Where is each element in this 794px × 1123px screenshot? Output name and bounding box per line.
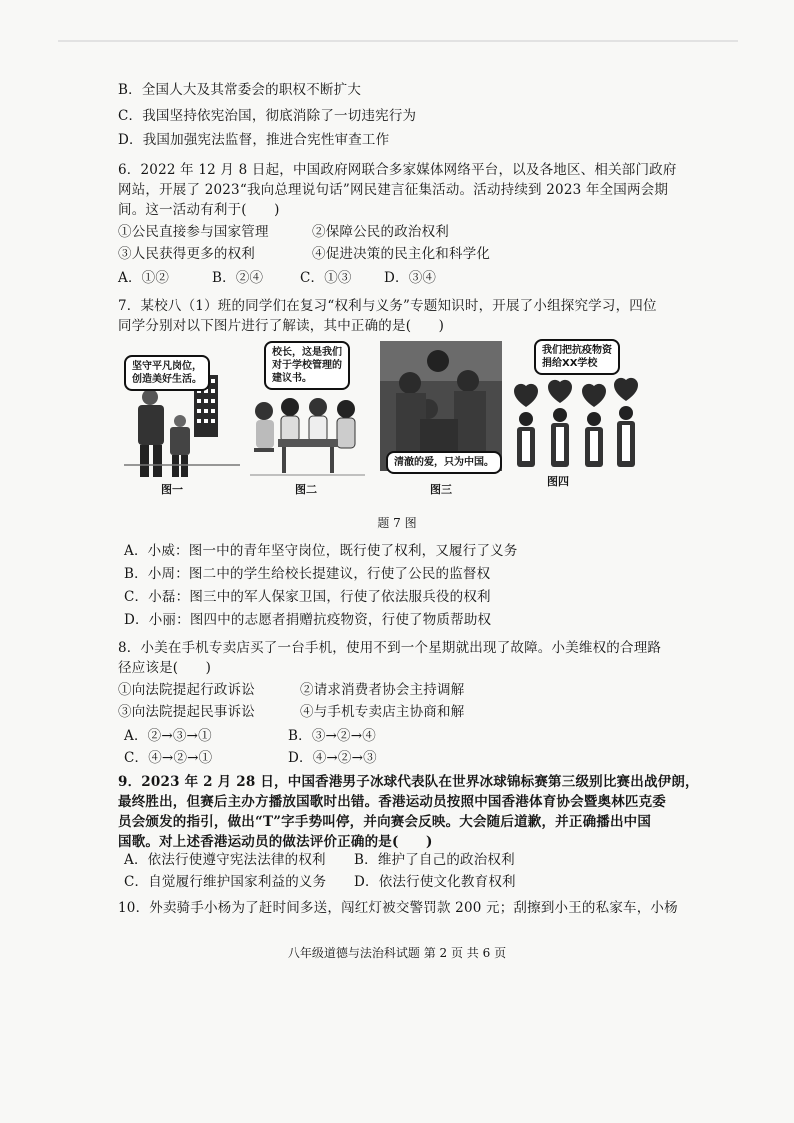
figure-1 [122,335,242,495]
figure-4-speech-bubble: 我们把抗疫物资 捐给XX学校 [534,339,620,375]
q9-choice-d: D．依法行使文化教育权利 [354,874,516,890]
q8-item-3: ③向法院提起民事诉讼 [118,704,255,720]
q8-choice-b: B．③→②→④ [288,728,376,744]
q8-stem-line1: 8．小美在手机专卖店买了一台手机，使用不到一个星期就出现了故障。小美维权的合理路 [118,640,662,656]
q9-stem-line1: 9．2023 年 2 月 28 日，中国香港男子冰球代表队在世界冰球锦标赛第三级别比赛出战伊朗， [118,774,699,790]
q7-choice-d: D．小丽：图四中的志愿者捐赠抗疫物资，行使了物质帮助权 [124,612,492,628]
q5-option-c: C．我国坚持依宪治国，彻底消除了一切违宪行为 [118,108,417,124]
q7-choice-c: C．小磊：图三中的军人保家卫国，行使了依法服兵役的权利 [124,589,491,605]
q8-choice-d: D．④→②→③ [288,750,377,766]
q6-choice-d: D．③④ [384,270,437,286]
q5-option-d: D．我国加强宪法监督，推进合宪性审查工作 [118,132,390,148]
q7-stem-line2: 同学分别对以下图片进行了解读，其中正确的是( ) [118,318,445,334]
q8-item-4: ④与手机专卖店主协商和解 [300,704,465,720]
q8-item-1: ①向法院提起行政诉讼 [118,682,255,698]
q7-stem-line1: 7．某校八（1）班的同学们在复习“权利与义务”专题知识时，开展了小组探究学习，四位 [118,298,657,314]
q6-stem-line2: 网站，开展了 2023“我向总理说句话”网民建言征集活动。活动持续到 2023 年全国两会期 [118,182,669,198]
figure-4-caption: 图四 [547,475,569,488]
q9-choice-a: A．依法行使遵守宪法法律的权利 [124,852,326,868]
q5-option-b: B．全国人大及其常委会的职权不断扩大 [118,82,362,98]
figure-2-caption: 图二 [295,483,317,496]
figure-4 [508,335,648,495]
figure-1-speech-bubble: 坚守平凡岗位， 创造美好生活。 [124,355,210,391]
q6-item-1: ①公民直接参与国家管理 [118,224,269,240]
q7-figures [122,335,682,495]
q6-choice-c: C．①③ [300,270,352,286]
q9-choice-c: C．自觉履行维护国家利益的义务 [124,874,327,890]
q9-stem-line2: 最终胜出，但赛后主办方播放国歌时出错。香港运动员按照中国香港体育协会暨奥林匹克委 [118,794,666,810]
q8-choice-a: A．②→③→① [124,728,212,744]
q6-stem-line3: 间。这一活动有利于( ) [118,202,280,218]
q7-choice-a: A．小威：图一中的青年坚守岗位，既行使了权利，又履行了义务 [124,543,518,559]
q6-choice-b: B．②④ [212,270,264,286]
q6-item-4: ④促进决策的民主化和科学化 [312,246,491,262]
q8-stem-line2: 径应该是( ) [118,660,212,676]
q6-choice-a: A．①② [118,270,170,286]
figure-1-caption: 图一 [161,483,183,496]
figure-3 [380,335,502,495]
q6-item-3: ③人民获得更多的权利 [118,246,255,262]
q7-choice-b: B．小周：图二中的学生给校长提建议，行使了公民的监督权 [124,566,491,582]
page-footer: 八年级道德与法治科试题 第 2 页 共 6 页 [287,946,507,960]
figure-2-speech-bubble: 校长，这是我们 对于学校管理的 建议书。 [264,341,350,390]
q9-stem-line3: 员会颁发的指引，做出“T”字手势叫停，并向赛会反映。大会随后道歉，并正确播出中国 [118,814,652,830]
figure-2 [250,335,365,495]
q7-figure-title: 题 7 图 [377,516,417,530]
q8-choice-c: C．④→②→① [124,750,213,766]
q6-item-2: ②保障公民的政治权利 [312,224,449,240]
figure-3-speech-bubble: 清澈的爱，只为中国。 [386,451,502,474]
q9-choice-b: B．维护了自己的政治权利 [354,852,515,868]
scan-edge [58,40,738,42]
q10-stem-line1: 10．外卖骑手小杨为了赶时间多送，闯红灯被交警罚款 200 元；刮擦到小王的私家车，小杨 [118,900,678,916]
q8-item-2: ②请求消费者协会主持调解 [300,682,465,698]
q9-stem-line4: 国歌。对上述香港运动员的做法评价正确的是( ) [118,834,433,850]
q6-stem-line1: 6．2022 年 12 月 8 日起，中国政府网联合多家媒体网络平台，以及各地区、相关部门政府 [118,162,677,178]
figure-3-caption: 图三 [430,483,452,496]
